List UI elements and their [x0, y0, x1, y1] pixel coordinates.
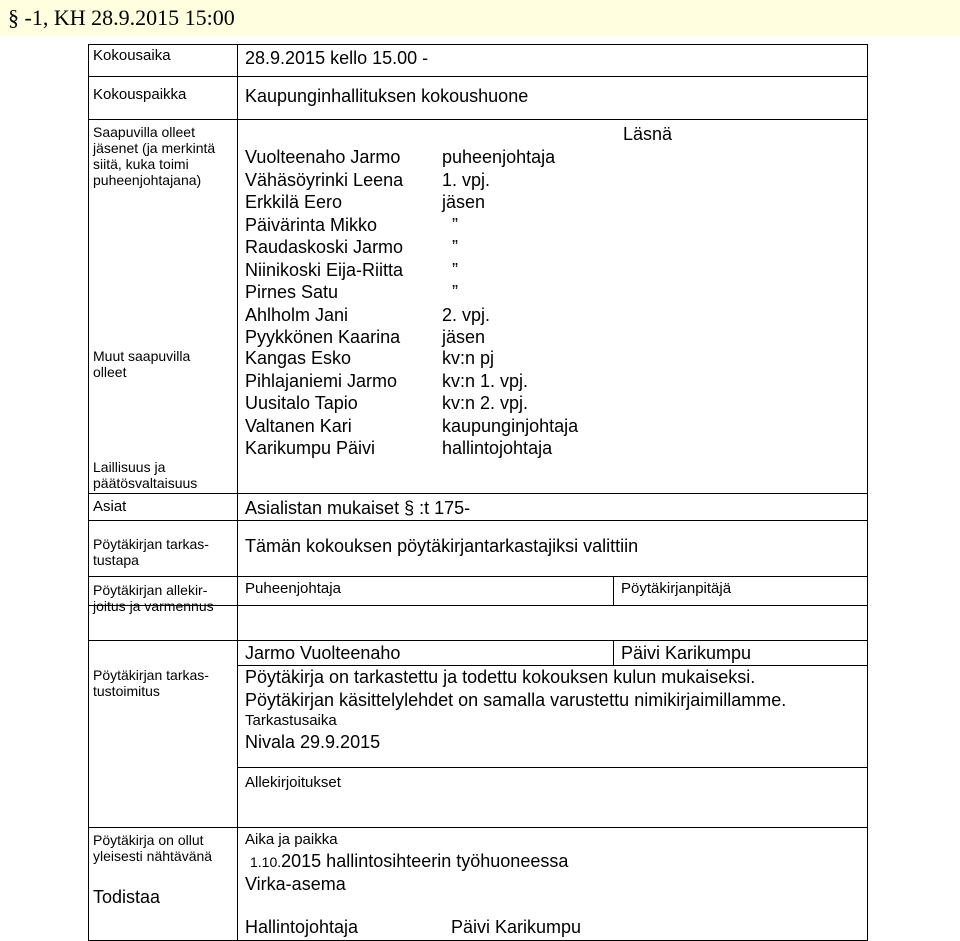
present-label: Saapuvilla olleet jäsenet (ja merkintä siitä, kuka toimi puheenjohtajana) [93, 124, 216, 188]
when-where-label: Aika ja paikka [245, 831, 338, 848]
row-line [88, 827, 868, 828]
office-value: Hallintojohtaja [245, 917, 359, 937]
meeting-place-value: Kaupunginhallituksen kokoushuone [245, 86, 529, 106]
row-line [88, 44, 868, 45]
row-line [88, 576, 868, 577]
public-label: Pöytäkirja on ollut yleisesti nähtävänä [93, 832, 213, 864]
public-signer: Päivi Karikumpu [451, 917, 582, 937]
secretary-name: Päivi Karikumpu [621, 643, 752, 663]
row-line [238, 767, 868, 768]
present-heading: Läsnä [623, 124, 673, 144]
agenda-label: Asiat [93, 498, 127, 515]
row-line [88, 640, 868, 641]
attest-label: Todistaa [93, 887, 161, 907]
inspection-method-label: Pöytäkirjan tarkas- tustapa [93, 536, 209, 568]
row-line [88, 493, 868, 494]
inspection-label: Pöytäkirjan tarkas- tustoimitus [93, 667, 209, 699]
meeting-time-value: 28.9.2015 kello 15.00 - [245, 48, 429, 68]
secretary-label: Pöytäkirjanpitäjä [621, 580, 732, 597]
meeting-time-label: Kokousaika [93, 47, 171, 64]
others-label: Muut saapuvilla olleet [93, 348, 191, 380]
signatures-label: Allekirjoitukset [245, 774, 341, 791]
inspection-method-value: Tämän kokouksen pöytäkirjantarkastajiksi valittiin [245, 536, 639, 556]
agenda-value: Asialistan mukaiset § :t 175- [245, 498, 471, 518]
office-label: Virka-asema [245, 874, 346, 894]
chair-name: Jarmo Vuolteenaho [245, 643, 401, 663]
signature-divider-lower [613, 640, 614, 665]
inspection-line-2: Pöytäkirjan käsittelylehdet on samalla varustettu nimikirjaimillamme. [245, 690, 787, 710]
row-line [88, 76, 868, 77]
inspection-line-1: Pöytäkirja on tarkastettu ja todettu kokouksen kulun mukaiseksi. [245, 667, 756, 687]
inspection-place-label: Tarkastusaika [245, 712, 337, 729]
page-title: § -1, KH 28.9.2015 15:00 [8, 5, 235, 30]
meeting-place-label: Kokouspaikka [93, 86, 187, 103]
row-line [88, 520, 868, 521]
chair-label: Puheenjohtaja [245, 580, 341, 597]
inspection-place-value: Nivala 29.9.2015 [245, 732, 381, 752]
row-line [88, 119, 868, 120]
signing-label: Pöytäkirjan allekir- joitus ja varmennus [93, 582, 214, 614]
public-date: 1.10.2015 hallintosihteerin työhuoneessa [250, 851, 569, 871]
quorum-label: Laillisuus ja päätösvaltaisuus [93, 459, 198, 491]
signature-divider [613, 576, 614, 605]
